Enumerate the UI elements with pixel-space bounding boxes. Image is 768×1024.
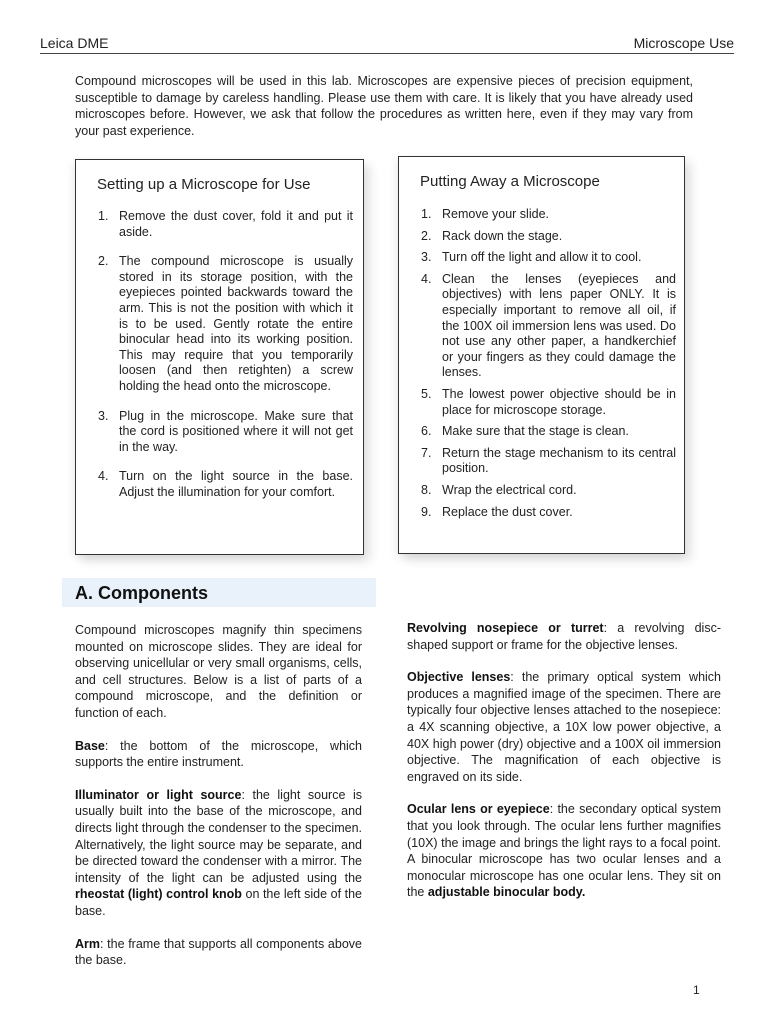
step-text: Rack down the stage.	[442, 228, 563, 243]
step-number: 2.	[421, 228, 432, 243]
step-text: Remove the dust cover, fold it and put it aside.	[119, 209, 353, 239]
putaway-procedure-box	[398, 156, 685, 554]
list-item	[419, 446, 676, 477]
objective-text: : the primary optical system which produces a magnified image of the specimen. There are typically four objective lenses attached to the nosepiece: a 4X scanning objective, a 10X low power objective, a 40X high power (dry) objective and a 100X oil immersion objective. The magnification of each objective is engraved on its side.	[407, 670, 721, 784]
step-number: 3.	[98, 408, 109, 423]
illuminator-text: : the light source is usually built into the base of the microscope, and directs light through the condenser to the specimen. Alternatively, the light source may be separate, and be directed toward the condenser with a mirror. The intensity of the light can be adjusted using the	[75, 787, 362, 885]
left-text-column	[75, 622, 362, 985]
step-number: 5.	[421, 386, 432, 401]
base-text: : the bottom of the microscope, which supports the entire instrument.	[75, 738, 362, 770]
list-item	[419, 272, 676, 381]
step-text: Plug in the microscope. Make sure that the cord is positioned where it will not get in the way.	[119, 408, 353, 454]
list-item	[419, 229, 676, 245]
setup-box-title: Setting up a Microscope for Use	[97, 176, 311, 193]
step-number: 9.	[421, 504, 432, 519]
illuminator-definition	[75, 787, 362, 920]
page-header	[40, 35, 734, 54]
arm-definition	[75, 936, 362, 969]
arm-text: : the frame that supports all components above the base.	[75, 936, 362, 968]
objective-term: Objective lenses	[407, 670, 511, 685]
section-heading-band	[62, 578, 376, 607]
illuminator-text-end: on the left side of the base.	[75, 887, 362, 918]
list-item	[419, 250, 676, 266]
turret-definition	[407, 620, 721, 653]
step-number: 6.	[421, 424, 432, 439]
step-text: Remove your slide.	[442, 207, 549, 221]
list-item	[96, 209, 353, 240]
step-text: The compound microscope is usually stored in its storage position, with the eyepieces pointed backwards toward the arm. This is not the position with which it is to be used. Gently rotate the entire binocular head into its working position. This may require that you temporarily loosen (and then retighten) a screw holding the head onto the microscope.	[119, 254, 353, 393]
step-number: 8.	[421, 482, 432, 497]
putaway-box-title: Putting Away a Microscope	[420, 173, 600, 190]
step-text: The lowest power objective should be in place for microscope storage.	[442, 386, 676, 417]
base-definition	[75, 738, 362, 771]
list-item	[419, 505, 676, 521]
illuminator-term: Illuminator or light source	[75, 787, 242, 802]
header-left-title: Leica DME	[40, 35, 109, 51]
step-text: Clean the lenses (eyepieces and objectives) with lens paper ONLY. It is especially important to remove all oil, if the 100X oil immersion lens was used. Do not use any other paper, a handkerchief or your fingers as they could damage the lenses.	[442, 271, 676, 380]
ocular-text: : the secondary optical system that you look through. The ocular lens further magnifies (10X) the image and brings the light rays to a focal point. A binocular microscope has two ocular lenses and a monocular microscope has one ocular lens. They sit on the	[407, 802, 721, 900]
step-text: Wrap the electrical cord.	[442, 482, 577, 497]
setup-procedure-box	[75, 159, 364, 555]
arm-term: Arm	[75, 936, 101, 951]
base-term: Base	[75, 738, 105, 753]
objective-definition	[407, 669, 721, 785]
turret-term: Revolving nosepiece or turret	[407, 621, 604, 635]
rheostat-term: rheostat (light) control knob	[75, 887, 242, 902]
step-text: Replace the dust cover.	[442, 504, 573, 519]
step-number: 3.	[421, 250, 432, 265]
step-text: Turn on the light source in the base. Adjust the illumination for your comfort.	[119, 469, 353, 499]
ocular-term: Ocular lens or eyepiece	[407, 802, 550, 817]
header-right-title: Microscope Use	[633, 35, 734, 51]
setup-steps-list	[96, 209, 353, 515]
list-item	[96, 409, 353, 456]
turret-text: : a revolving disc-shaped support or frame for the objective lenses.	[407, 621, 722, 652]
list-item	[96, 254, 353, 394]
list-item	[96, 469, 353, 500]
section-title: A. Components	[75, 583, 208, 603]
intro-paragraph: Compound microscopes will be used in this lab. Microscopes are expensive pieces of precision equipment, susceptible to damage by careless handling. Please use them with care. It is likely that you have already used microscopes before. However, we ask that follow the procedures as written here, even if they may vary from your past experience.	[75, 74, 693, 138]
putaway-steps-list	[419, 207, 676, 526]
ocular-definition	[407, 801, 721, 901]
step-text: Make sure that the stage is clean.	[442, 424, 629, 439]
page-number: 1	[693, 983, 700, 997]
step-number: 1.	[421, 207, 432, 221]
binocular-body-term: adjustable binocular body.	[427, 885, 586, 900]
step-number: 4.	[421, 271, 432, 286]
list-item	[419, 424, 676, 440]
step-number: 2.	[98, 254, 109, 269]
step-number: 4.	[98, 469, 109, 484]
step-text: Turn off the light and allow it to cool.	[442, 250, 642, 265]
list-item	[419, 483, 676, 499]
step-text: Return the stage mechanism to its central position.	[442, 445, 676, 476]
list-item	[419, 207, 676, 223]
components-intro-paragraph: Compound microscopes magnify thin specimens mounted on microscope slides. They are ideal for observing unicellular or very small organisms, cells, and cell structures. Below is a list of parts of a compound microscope, and the definition or function of each.	[75, 623, 362, 720]
right-text-column	[407, 620, 721, 917]
step-number: 1.	[98, 209, 109, 223]
list-item	[419, 387, 676, 418]
step-number: 7.	[421, 445, 432, 460]
